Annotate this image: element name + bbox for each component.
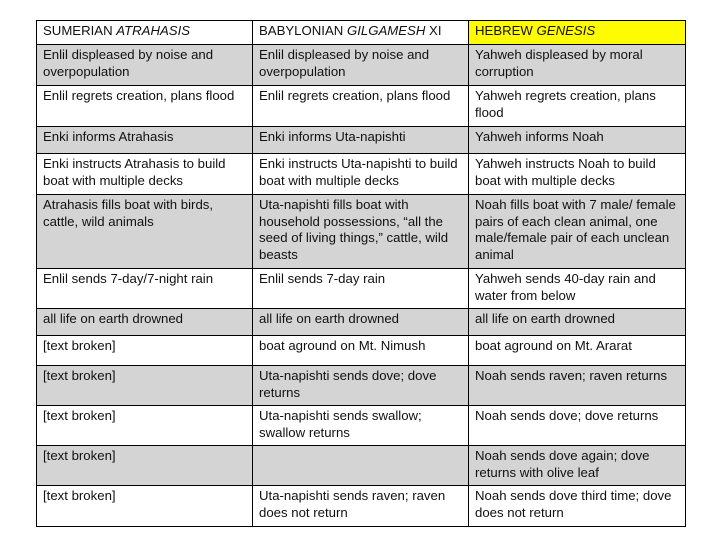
table-row [37,446,686,486]
table-row [37,269,686,309]
flood-comparison-table [36,20,686,527]
cell-hebrew: boat aground on Mt. Ararat [469,336,686,366]
cell-babylonian: Uta-napishti sends raven; raven does not return [253,486,469,527]
cell-hebrew: Yahweh sends 40-day rain and water from below [469,269,686,309]
table-row [37,486,686,527]
table-row [37,154,686,195]
cell-hebrew: all life on earth drowned [469,309,686,336]
cell-babylonian: Enlil regrets creation, plans flood [253,86,469,127]
cell-sumerian: Enki informs Atrahasis [37,127,253,154]
header-sumerian: SUMERIAN ATRAHASIS [37,21,253,45]
cell-sumerian: Enki instructs Atrahasis to build boat with multiple decks [37,154,253,195]
cell-hebrew: Noah sends dove again; dove returns with olive leaf [469,446,686,486]
cell-hebrew: Noah sends dove third time; dove does not return [469,486,686,527]
cell-hebrew: Yahweh instructs Noah to build boat with multiple decks [469,154,686,195]
cell-sumerian: [text broken] [37,406,253,446]
cell-hebrew: Noah sends dove; dove returns [469,406,686,446]
table-row [37,336,686,366]
cell-sumerian: [text broken] [37,336,253,366]
cell-sumerian: all life on earth drowned [37,309,253,336]
cell-babylonian [253,446,469,486]
cell-sumerian: Enlil displeased by noise and overpopulation [37,45,253,86]
cell-sumerian: Enlil sends 7-day/7-night rain [37,269,253,309]
cell-babylonian: all life on earth drowned [253,309,469,336]
cell-hebrew: Yahweh informs Noah [469,127,686,154]
cell-hebrew: Noah sends raven; raven returns [469,366,686,406]
cell-hebrew: Yahweh regrets creation, plans flood [469,86,686,127]
cell-babylonian: Uta-napishti sends swallow; swallow returns [253,406,469,446]
cell-sumerian: Enlil regrets creation, plans flood [37,86,253,127]
table-row [37,309,686,336]
header-babylonian: BABYLONIAN GILGAMESH XI [253,21,469,45]
table-row [37,406,686,446]
table-row [37,195,686,269]
table-row [37,366,686,406]
cell-hebrew: Yahweh displeased by moral corruption [469,45,686,86]
cell-sumerian: [text broken] [37,366,253,406]
cell-sumerian: [text broken] [37,486,253,527]
cell-babylonian: Uta-napishti sends dove; dove returns [253,366,469,406]
cell-babylonian: Enlil displeased by noise and overpopulation [253,45,469,86]
cell-babylonian: Enlil sends 7-day rain [253,269,469,309]
table-row [37,45,686,86]
table-header-row [37,21,686,45]
cell-babylonian: boat aground on Mt. Nimush [253,336,469,366]
cell-sumerian: Atrahasis fills boat with birds, cattle, wild animals [37,195,253,269]
table-row [37,86,686,127]
cell-sumerian: [text broken] [37,446,253,486]
table-row [37,127,686,154]
header-hebrew: HEBREW GENESIS [469,21,686,45]
cell-hebrew: Noah fills boat with 7 male/ female pairs of each clean animal, one male/female pair of each unclean animal [469,195,686,269]
cell-babylonian: Enki informs Uta-napishti [253,127,469,154]
cell-babylonian: Uta-napishti fills boat with household possessions, “all the seed of living things,” cattle, wild beasts [253,195,469,269]
cell-babylonian: Enki instructs Uta-napishti to build boat with multiple decks [253,154,469,195]
